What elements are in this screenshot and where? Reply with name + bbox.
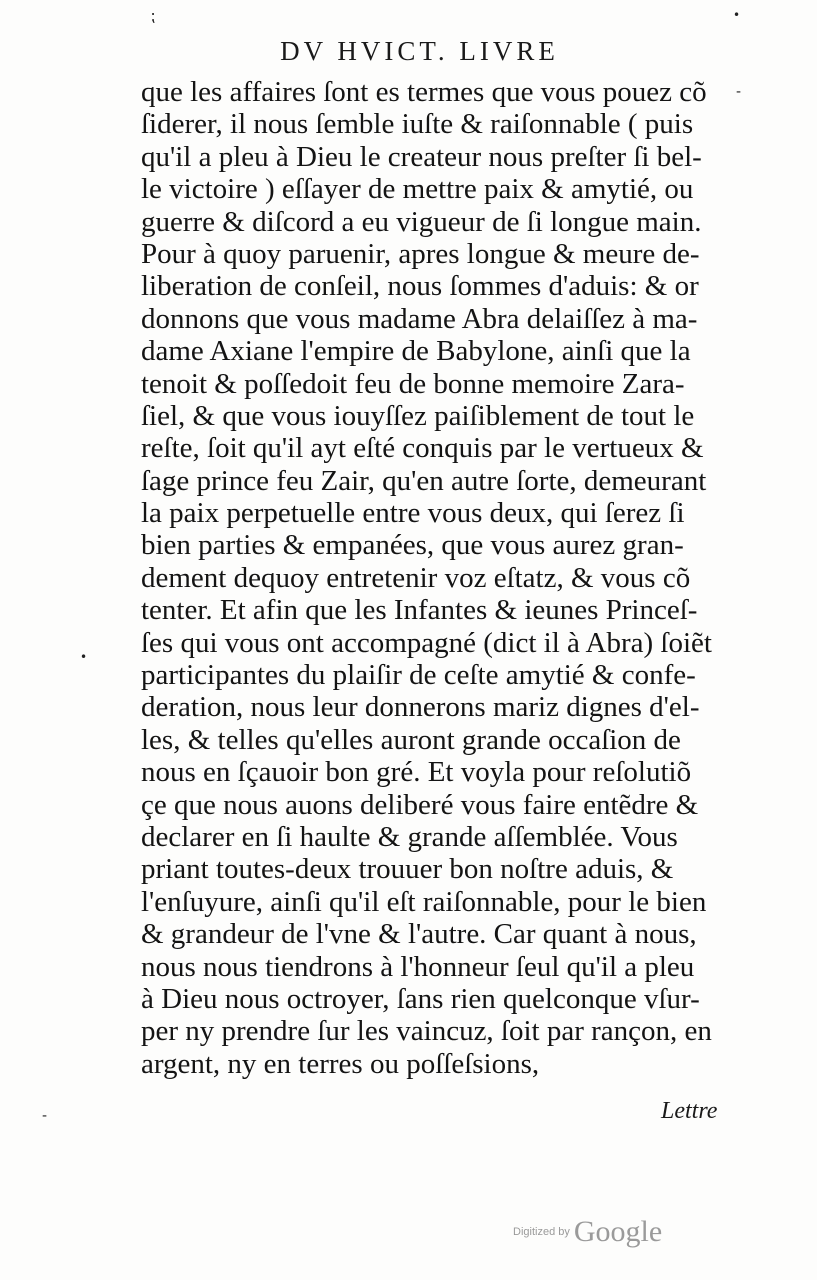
text-line: ſage prince feu Zair, qu'en autre ſorte, demeurant [141, 464, 707, 497]
text-line: participantes du plaiſir de ceſte amytié & confe- [141, 659, 696, 692]
text-line: çe que nous auons deliberé vous faire entẽdre & [141, 788, 699, 821]
text-line: le victoire ) eſſayer de mettre paix & amytié, ou [141, 173, 694, 206]
watermark-prefix: Digitized by [513, 1226, 570, 1238]
text-line: argent, ny en terres ou poſſeſsions, [141, 1047, 540, 1080]
margin-mark: - [42, 1108, 48, 1124]
body-text [141, 76, 711, 1080]
text-line: nous nous tiendrons à l'honneur ſeul qu'il a pleu [141, 950, 695, 983]
text-line: que les affaires ſont es termes que vous pouez cõ [141, 76, 707, 108]
text-line: la paix perpetuelle entre vous deux, qui ſerez ſi [141, 497, 685, 530]
margin-mark: • [733, 8, 741, 22]
catchword: Lettre [661, 1098, 718, 1124]
text-line: deration, nous leur donnerons mariz dignes d'el- [141, 691, 700, 724]
running-header: DV HVICT. LIVRE [280, 36, 559, 66]
google-watermark [513, 1215, 662, 1249]
watermark-brand: Google [573, 1215, 663, 1248]
text-line: declarer en ſi haulte & grande aſſemblée. Vous [141, 820, 678, 853]
text-line: Pour à quoy paruenir, apres longue & meure de- [141, 237, 700, 270]
margin-mark: • [80, 650, 88, 664]
text-line: dement dequoy entretenir voz eſtatz, & vous cõ [141, 561, 691, 594]
text-line: reſte, ſoit qu'il ayt eſté conquis par le vertueux & [141, 432, 704, 465]
text-line: per ny prendre ſur les vaincuz, ſoit par rançon, en [141, 1015, 712, 1048]
text-line: tenter. Et afin que les Infantes & ieunes Princeſ- [141, 594, 698, 627]
text-line: tenoit & poſſedoit feu de bonne memoire Zara- [141, 367, 685, 400]
text-line: les, & telles qu'elles auront grande occaſion de [141, 723, 681, 756]
text-line: ſiderer, il nous ſemble iuſte & raiſonnable ( puis [141, 108, 694, 141]
text-line: l'enſuyure, ainſi qu'il eſt raiſonnable, pour le bien [141, 885, 707, 918]
text-line: priant toutes-deux trouuer bon noſtre aduis, & [141, 853, 674, 886]
text-line: liberation de conſeil, nous ſommes d'aduis: & or [141, 270, 699, 303]
text-line: à Dieu nous octroyer, ſans rien quelconque vſur- [141, 982, 700, 1015]
text-line: bien parties & empanées, que vous aurez gran- [141, 529, 684, 562]
margin-mark: ⁏ [150, 6, 156, 25]
text-line: dame Axiane l'empire de Babylone, ainſi que la [141, 335, 691, 368]
text-line: ſes qui vous ont accompagné (dict il à Abra) ſoiẽt [141, 626, 712, 659]
text-line: ſiel, & que vous iouyſſez paiſiblement de tout le [141, 399, 695, 432]
text-line: guerre & diſcord a eu vigueur de ſi longue main. [141, 205, 702, 238]
text-line: & grandeur de l'vne & l'autre. Car quant à nous, [141, 918, 697, 951]
margin-mark: ‐ [736, 84, 742, 100]
text-line: qu'il a pleu à Dieu le createur nous preſter ſi bel- [141, 140, 702, 173]
text-line: donnons que vous madame Abra delaiſſez à ma- [141, 302, 698, 335]
text-line: nous en ſçauoir bon gré. Et voyla pour reſolutiõ [141, 756, 692, 789]
